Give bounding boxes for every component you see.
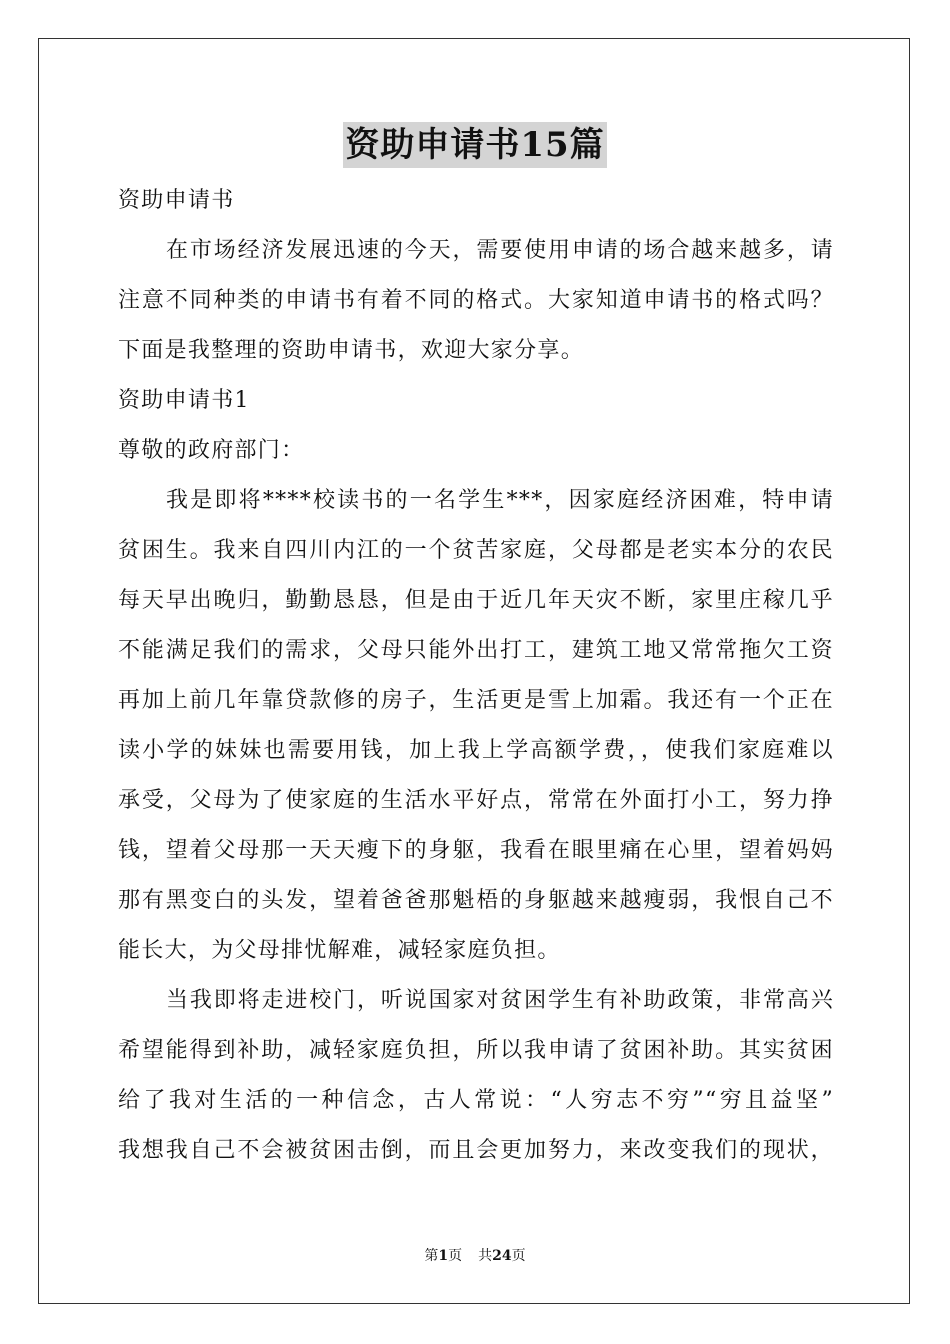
page-number-suffix: 页 [448, 1248, 463, 1264]
title-container [0, 122, 950, 168]
paragraph-line: 注意不同种类的申请书有着不同的格式。大家知道申请书的格式吗？ [118, 288, 834, 313]
paragraph-line: 读小学的妹妹也需要用钱，加上我上学高额学费，，使我们家庭难以 [118, 738, 834, 763]
paragraph-line: 贫困生。我来自四川内江的一个贫苦家庭，父母都是老实本分的农民 [118, 538, 834, 563]
paragraph-line: 当我即将走进校门，听说国家对贫困学生有补助政策，非常高兴 [166, 988, 834, 1013]
section-heading: 资助申请书 [118, 188, 235, 213]
page-number-current: 1 [438, 1248, 449, 1264]
paragraph-line: 不能满足我们的需求，父母只能外出打工，建筑工地又常常拖欠工资 [118, 638, 834, 663]
section-heading: 资助申请书1 [118, 388, 250, 413]
page-total-suffix: 页 [511, 1248, 526, 1264]
page-footer [0, 1246, 950, 1266]
page-total-prefix: 共 [478, 1248, 493, 1264]
paragraph-line: 希望能得到补助，减轻家庭负担，所以我申请了贫困补助。其实贫困 [118, 1038, 834, 1063]
paragraph-line: 在市场经济发展迅速的今天，需要使用申请的场合越来越多，请 [166, 238, 834, 263]
page-total: 24 [492, 1248, 512, 1264]
paragraph-line: 再加上前几年靠贷款修的房子，生活更是雪上加霜。我还有一个正在 [118, 688, 834, 713]
paragraph-line: 给了我对生活的一种信念，古人常说：“人穷志不穷”“穷且益坚” [118, 1088, 834, 1113]
paragraph-line: 承受，父母为了使家庭的生活水平好点，常常在外面打小工，努力挣 [118, 788, 834, 813]
paragraph-line: 下面是我整理的资助申请书，欢迎大家分享。 [118, 338, 585, 363]
paragraph-line: 每天早出晚归，勤勤恳恳，但是由于近几年天灾不断，家里庄稼几乎 [118, 588, 834, 613]
paragraph-line: 那有黑变白的头发，望着爸爸那魁梧的身躯越来越瘦弱，我恨自己不 [118, 888, 834, 913]
salutation: 尊敬的政府部门： [118, 438, 305, 463]
page-number-prefix: 第 [424, 1248, 439, 1264]
paragraph-line: 我想我自己不会被贫困击倒，而且会更加努力，来改变我们的现状， [118, 1138, 834, 1163]
paragraph-line: 钱，望着父母那一天天瘦下的身躯，我看在眼里痛在心里，望着妈妈 [118, 838, 834, 863]
paragraph-line: 能长大，为父母排忧解难，减轻家庭负担。 [118, 938, 561, 963]
paragraph-line: 我是即将****校读书的一名学生***，因家庭经济困难，特申请 [166, 488, 834, 513]
document-title: 资助申请书15篇 [343, 122, 606, 168]
document-body [118, 176, 834, 1176]
